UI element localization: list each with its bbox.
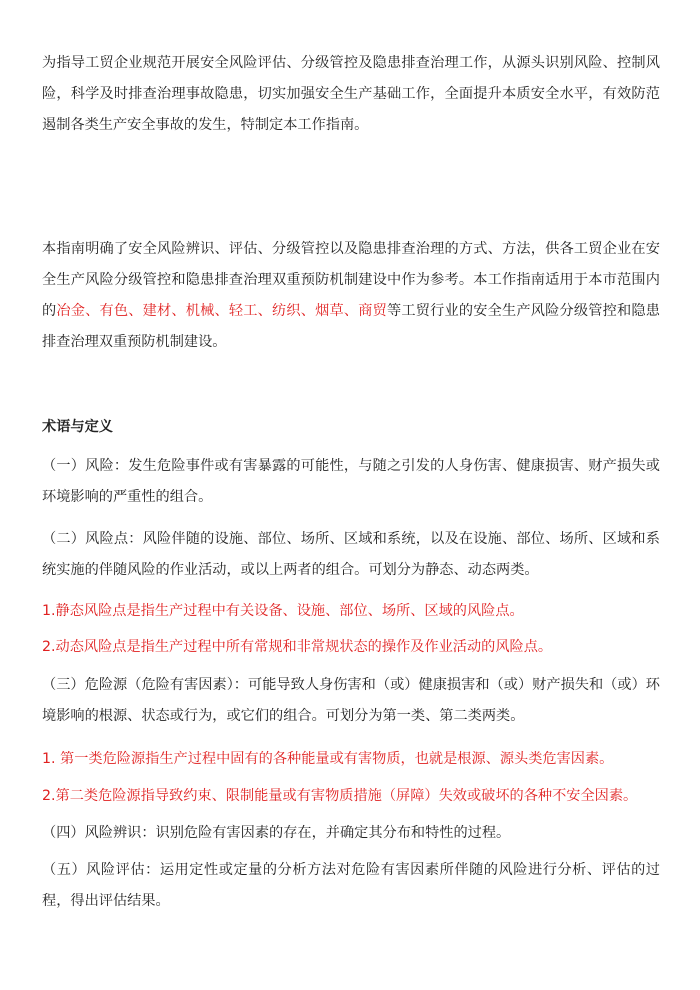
terms-heading: 术语与定义 <box>42 419 113 435</box>
scope-paragraph <box>42 234 660 358</box>
definition-hazard-source: （三）危险源（危险有害因素）：可能导致人身伤害和（或）健康损害和（或）财产损失和（或）环境影响的根源、状态或行为，或它们的组合。可划分为第一类、第二类两类。 <box>42 677 660 724</box>
definition-risk: （一）风险：发生危险事件或有害暴露的可能性，与随之引发的人身伤害、健康损害、财产损失或环境影响的严重性的组合。 <box>42 458 660 505</box>
scope-text-after: 等工贸行业的安全生产风险分级管控和隐患排查治理双重预防机制建设。 <box>42 303 660 350</box>
definition-risk-identification: （四）风险辨识：识别危险有害因素的存在，并确定其分布和特性的过程。 <box>42 825 511 841</box>
definition-risk-assessment: （五）风险评估：运用定性或定量的分析方法对危险有害因素所伴随的风险进行分析、评估的过程，得出评估结果。 <box>42 862 660 909</box>
dynamic-risk-point-note: 2.动态风险点是指生产过程中所有常规和非常规状态的操作及作业活动的风险点。 <box>42 639 553 655</box>
static-risk-point-note: 1.静态风险点是指生产过程中有关设备、设施、部位、场所、区域的风险点。 <box>42 603 524 619</box>
first-class-hazard-note: 1. 第一类危险源指生产过程中固有的各种能量或有害物质，也就是根源、源头类危害因素。 <box>42 751 614 767</box>
industry-list-highlight: 冶金、有色、建材、机械、轻工、纺织、烟草、商贸 <box>56 303 388 319</box>
scope-text-before: 本指南明确了安全风险辨识、评估、分级管控以及隐患排查治理的方式、方法，供各工贸企业在安全生产风险分级管控和隐患排查治理双重预防机制建设中作为参考。本工作指南适用于本市范围内的 <box>42 241 660 319</box>
second-class-hazard-note: 2.第二类危险源指导致约束、限制能量或有害物质措施（屏障）失效或破坏的各种不安全因素。 <box>42 788 638 804</box>
definition-risk-point: （二）风险点：风险伴随的设施、部位、场所、区域和系统，以及在设施、部位、场所、区域和系统实施的伴随风险的作业活动，或以上两者的组合。可划分为静态、动态两类。 <box>42 531 660 578</box>
intro-paragraph: 为指导工贸企业规范开展安全风险评估、分级管控及隐患排查治理工作，从源头识别风险、控制风险，科学及时排查治理事故隐患，切实加强安全生产基础工作，全面提升本质安全水平，有效防范遏制各类生产安全事故的发生，特制定本工作指南。 <box>42 55 660 133</box>
